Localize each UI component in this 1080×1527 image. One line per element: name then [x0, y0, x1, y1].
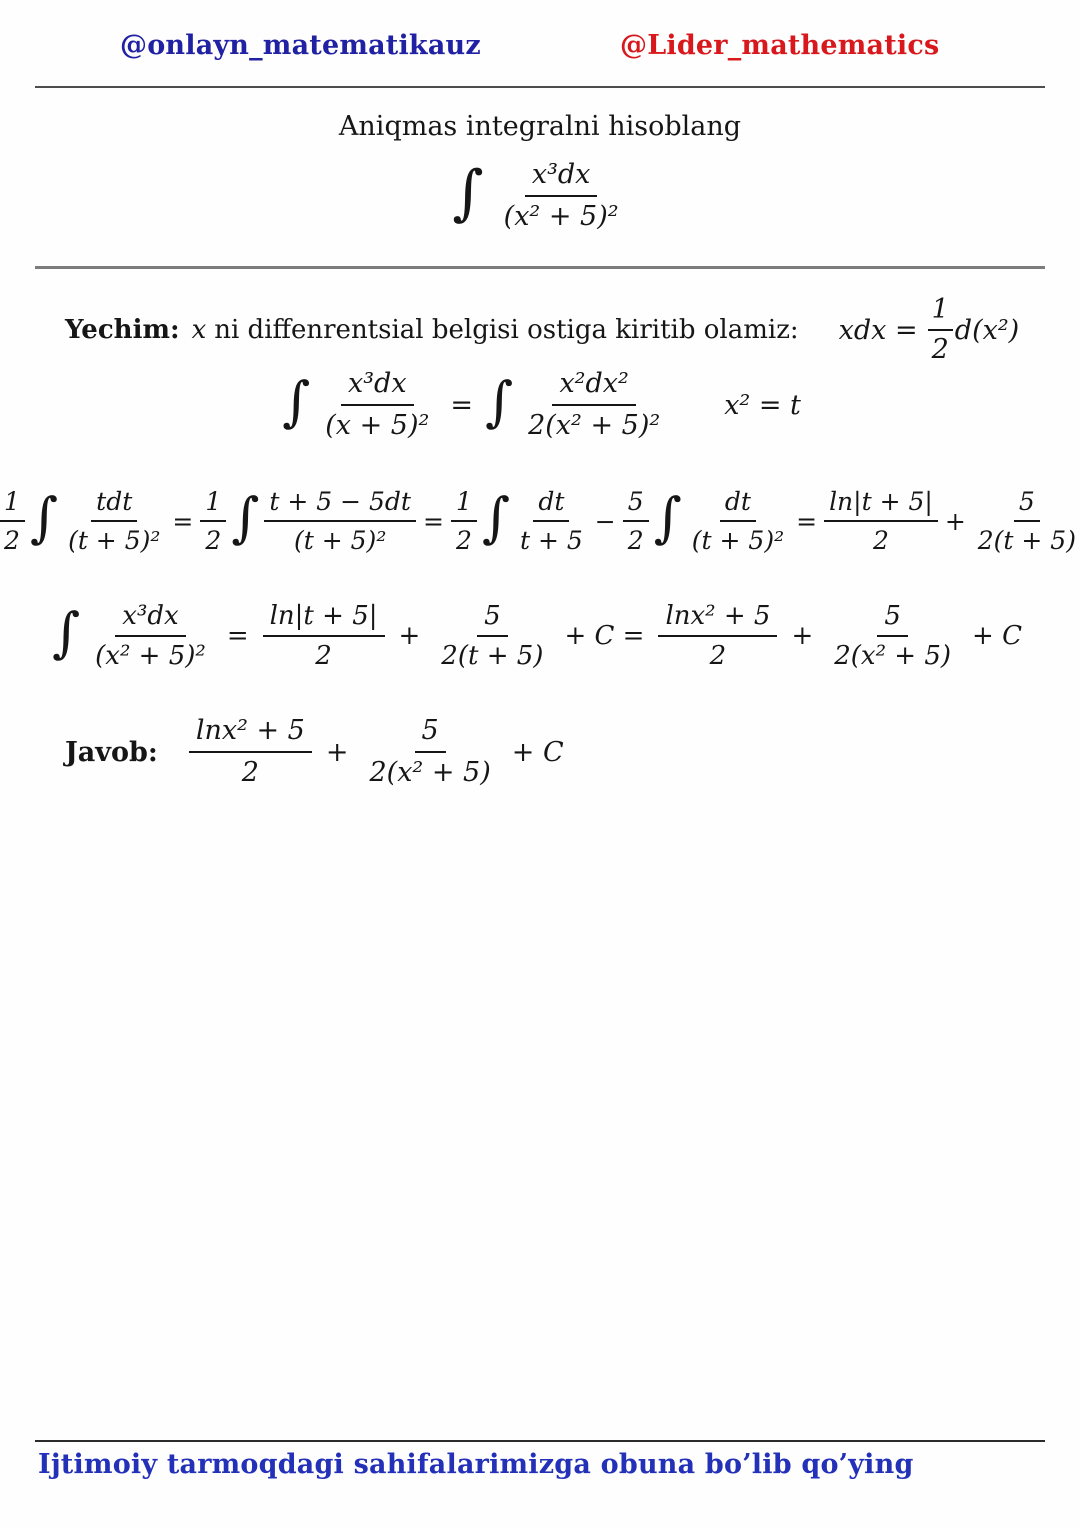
equals-sign: = — [226, 621, 249, 651]
problem-divider — [35, 266, 1045, 269]
channel-handle-left: @onlayn_matematikauz — [120, 30, 481, 61]
equation-substitution-setup — [0, 360, 1080, 450]
denominator: 2 — [872, 526, 889, 555]
solution-label: Yechim: — [65, 315, 180, 345]
denominator: 2(t + 5) — [977, 526, 1076, 555]
integral-sign: ∫ — [282, 370, 311, 433]
numerator: ln|t + 5| — [263, 600, 385, 638]
denominator: 2(x² + 5)² — [528, 410, 661, 441]
integral-sign: ∫ — [29, 486, 59, 549]
substitution-note: x² = t — [724, 389, 801, 421]
minus-sign: − — [594, 506, 616, 536]
fraction — [521, 367, 667, 443]
equals-sign: = — [450, 389, 473, 421]
denominator: t + 5 — [519, 526, 583, 555]
hint-right-side: d(x²) — [954, 314, 1020, 346]
coefficient-fraction — [451, 486, 477, 557]
integral-sign: ∫ — [481, 486, 510, 549]
denominator: 2 — [627, 526, 644, 555]
numerator: x³dx — [341, 367, 414, 406]
numerator: 5 — [477, 600, 508, 638]
fraction — [263, 600, 385, 673]
numerator: dt — [720, 486, 756, 522]
denominator: 2(x² + 5) — [834, 641, 952, 671]
coefficient-fraction — [623, 486, 649, 557]
denominator: 2 — [455, 526, 472, 555]
math-variable: x — [191, 315, 207, 345]
fraction — [515, 486, 588, 557]
solution-intro-line — [65, 294, 1020, 365]
denominator: 2 — [205, 526, 222, 555]
fraction — [362, 714, 497, 790]
numerator: 1 — [928, 293, 953, 331]
fraction — [264, 486, 416, 557]
problem-title: Aniqmas integralni hisoblang — [338, 111, 742, 142]
numerator: x²dx² — [552, 367, 635, 406]
denominator: (x² + 5)² — [503, 201, 619, 232]
channel-handle-right: @Lider_mathematics — [620, 30, 940, 61]
plus-constant-equals: + C = — [564, 621, 645, 651]
fraction — [63, 486, 165, 557]
integral-sign: ∫ — [653, 486, 682, 549]
equals-sign: = — [796, 506, 818, 536]
differential-hint — [839, 293, 1020, 367]
denominator: (x + 5)² — [325, 410, 430, 441]
numerator: lnx² + 5 — [189, 714, 312, 753]
equals-sign: = — [172, 506, 194, 536]
denominator: (t + 5)² — [68, 526, 161, 555]
hint-left-side: xdx = — [838, 314, 918, 346]
answer-line — [65, 706, 573, 798]
numerator: 5 — [415, 714, 446, 753]
fraction — [824, 486, 938, 557]
fraction — [928, 293, 953, 367]
numerator: 5 — [623, 486, 649, 522]
plus-sign: + — [325, 736, 349, 768]
solution-intro-text: ni diffenrentsial belgisi ostiga kiritib olamiz: — [214, 315, 799, 345]
plus-constant: + C — [511, 736, 564, 768]
integral-sign: ∫ — [452, 158, 484, 228]
plus-sign: + — [398, 621, 421, 651]
fraction — [687, 486, 789, 557]
plus-sign: + — [944, 506, 966, 536]
denominator: 2 — [709, 641, 727, 671]
coefficient-fraction — [0, 486, 25, 557]
integral-sign: ∫ — [52, 601, 81, 664]
fraction — [973, 486, 1080, 557]
equals-sign: = — [422, 506, 444, 536]
numerator: t + 5 − 5dt — [264, 486, 416, 522]
integral-sign: ∫ — [484, 370, 514, 433]
denominator: 2 — [4, 526, 20, 555]
denominator: (t + 5)² — [294, 526, 387, 555]
numerator: 5 — [1014, 486, 1040, 522]
numerator: 1 — [451, 486, 477, 522]
equation-t-integration — [0, 473, 1080, 569]
coefficient-fraction — [200, 486, 226, 557]
equation-back-substitution — [0, 588, 1080, 684]
answer-label: Javob: — [65, 736, 158, 768]
numerator: 1 — [200, 486, 226, 522]
numerator: x³dx — [115, 600, 185, 638]
numerator: 1 — [0, 486, 25, 522]
fraction — [434, 600, 550, 673]
numerator: x³dx — [525, 158, 598, 197]
denominator: 2(x² + 5) — [369, 757, 491, 788]
header-divider — [35, 86, 1045, 88]
problem-integral — [0, 150, 1080, 242]
plus-sign: + — [791, 621, 814, 651]
fraction — [88, 600, 213, 673]
footer-subscribe-text: Ijtimoiy tarmoqdagi sahifalarimizga obuna bo’lib qo’ying — [38, 1449, 914, 1480]
plus-constant: + C — [972, 621, 1022, 651]
denominator: 2(t + 5) — [441, 641, 544, 671]
numerator: 5 — [877, 600, 908, 638]
numerator: ln|t + 5| — [824, 486, 938, 522]
denominator: (x² + 5)² — [95, 641, 206, 671]
numerator: dt — [533, 486, 569, 522]
integral-sign: ∫ — [231, 486, 260, 549]
fraction — [189, 714, 312, 790]
numerator: lnx² + 5 — [658, 600, 777, 638]
denominator: 2 — [931, 334, 949, 365]
numerator: tdt — [91, 486, 137, 522]
fraction — [827, 600, 958, 673]
footer-divider — [35, 1440, 1045, 1442]
fraction — [658, 600, 777, 673]
denominator: 2 — [315, 641, 332, 671]
fraction — [497, 158, 626, 234]
denominator: (t + 5)² — [691, 526, 785, 555]
fraction — [318, 367, 436, 443]
denominator: 2 — [241, 757, 259, 788]
